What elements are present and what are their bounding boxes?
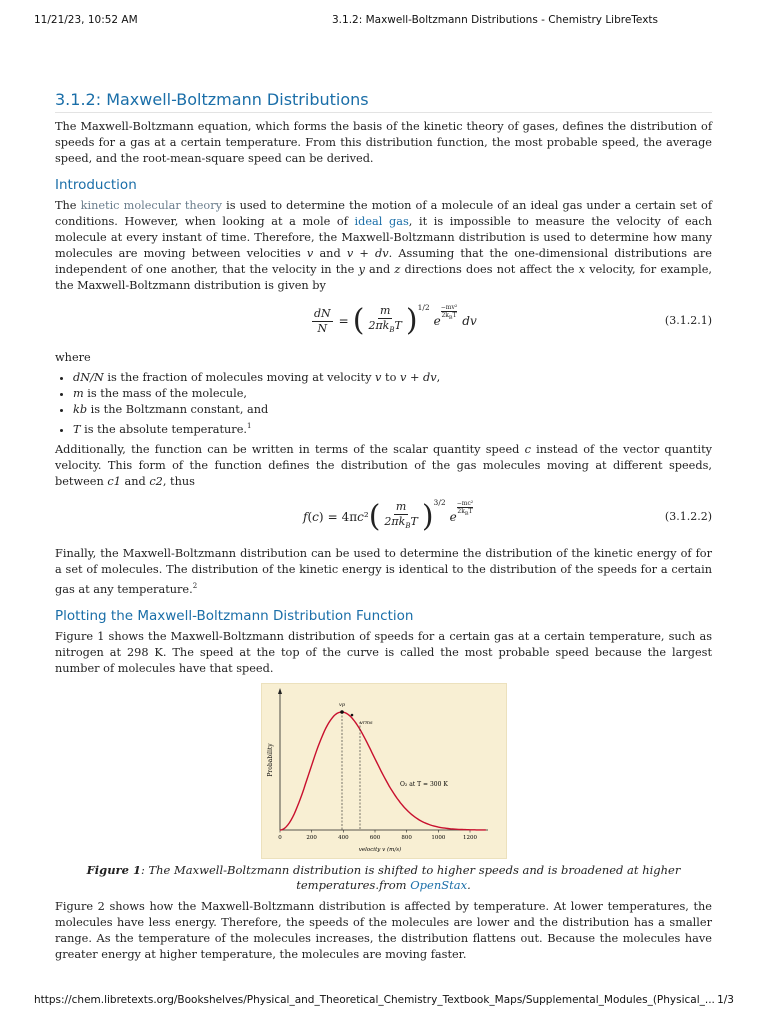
- page-number: 1/3: [717, 994, 734, 1006]
- equation-number: (3.1.2.2): [664, 509, 712, 523]
- vp-peak-marker: [340, 710, 344, 714]
- print-url: https://chem.libretexts.org/Bookshelves/Physical_and_Theoretical_Chemistry_Textbook_Maps/Supplemental_Modules_(Physical_...: [34, 994, 715, 1006]
- vrms-label: vrms: [359, 719, 373, 726]
- equation-number: (3.1.2.1): [664, 314, 712, 327]
- gas-annotation: O₂ at T = 300 K: [399, 780, 448, 788]
- intro-paragraph: The Maxwell-Boltzmann equation, which forms the basis of the kinetic theory of gases, defines the distribution of speeds for a gas at a certain temperature. From this distribution function, the most probable speed, the average speed, and the root-mean-square speed can be derived.: [55, 120, 712, 165]
- equation-body: f ( c ) = 4π c ² ( $\frac{m}{2\pi k_BT}$ ) 3/2 e −mc² $2k_BT$: [303, 498, 474, 534]
- kinetic-energy-paragraph: Finally, the Maxwell-Boltzmann distribution can be used to determine the distribution of the kinetic energy of for a set of molecules. The distribution of the kinetic energy is identical to the distribution of the speeds for a certain gas at any temperature.$^2$: [55, 546, 712, 596]
- figure-1: [261, 683, 507, 859]
- list-item: • m is the mass of the molecule,: [73, 386, 712, 402]
- heading-plotting: Plotting the Maxwell-Boltzmann Distribution Function: [55, 607, 414, 624]
- x-tick-label: 400: [337, 834, 349, 841]
- link-ideal-gas[interactable]: ideal gas: [354, 215, 409, 228]
- equation-body: $\frac{dN}{N}$ = ( $\frac{m}{2\pi k_BT}$ ) 1/2 e −mv² $2k_BT$ dv: [314, 302, 477, 338]
- plotting-paragraph: Figure 1 shows the Maxwell-Boltzmann distribution of speeds for a certain gas at a certain temperature, such as nitrogen at 298 K. The speed at the top of the curve is called the most probable speed because the largest number of molecules have that speed.: [55, 629, 712, 675]
- vp-label: vp: [338, 701, 345, 708]
- link-openstax[interactable]: OpenStax: [410, 877, 468, 892]
- x-tick-label: 1000: [430, 834, 445, 841]
- equation-3-1-2-2: [55, 494, 712, 540]
- speed-form-paragraph: Additionally, the function can be written in terms of the scalar quantity speed c instead of the vector quantity velocity. This form of the function defines the distribution of the gas molecules moving at different speeds, between c1 and c2, thus: [55, 442, 713, 488]
- x-tick-label: 200: [305, 834, 317, 841]
- vavg-marker: [350, 713, 353, 716]
- print-footer: [34, 994, 734, 1010]
- introduction-paragraph: The kinetic molecular theory is used to determine the motion of a molecule of an ideal gas under a certain set of conditions. However, when looking at a mole of ideal gas, it is impossible to measure the velocity of each molecule at every instant of time. Therefore, the Maxwell-Boltzmann distribution is used to determine how many molecules are moving between velocities v and v + dv. Assuming that the one-dimensional distributions are independent of one another, that the velocity in the y and z directions does not affect the x velocity, for example, the Maxwell-Boltzmann distribution is given by: [55, 199, 713, 292]
- x-tick-label: 0: [277, 834, 282, 841]
- definition-list: [55, 370, 712, 438]
- y-axis-label: Probability: [266, 742, 274, 777]
- distribution-curve: [280, 712, 486, 830]
- temperature-paragraph: Figure 2 shows how the Maxwell-Boltzmann distribution is affected by temperature. At lower temperatures, the molecules have less energy. Therefore, the speeds of the molecules are lower and the distribution has a smaller range. As the temperature of the molecules increases, the distribution flattens out. Because the molecules have greater energy at higher temperature, the molecules are moving faster.: [55, 899, 712, 961]
- list-item: • T is the absolute temperature.$^1$: [73, 418, 712, 438]
- list-item: • dN/N is the fraction of molecules moving at velocity v to v + dv,: [73, 370, 712, 386]
- link-kinetic-molecular-theory[interactable]: kinetic molecular theory: [80, 199, 222, 212]
- article-content: [55, 90, 712, 967]
- print-header: [34, 14, 734, 30]
- print-date: 11/21/23, 10:52 AM: [34, 14, 138, 26]
- x-ticks: [278, 830, 477, 841]
- x-tick-label: 1200: [462, 834, 477, 841]
- list-item: • kb is the Boltzmann constant, and: [73, 402, 712, 418]
- page-title: 3.1.2: Maxwell-Boltzmann Distributions: [55, 90, 712, 113]
- where-label: where: [55, 351, 91, 364]
- maxwell-boltzmann-plot: [262, 684, 506, 858]
- x-tick-label: 800: [400, 834, 412, 841]
- print-title: 3.1.2: Maxwell-Boltzmann Distributions - Chemistry LibreTexts: [332, 14, 659, 26]
- x-tick-label: 600: [369, 834, 380, 841]
- figure-caption: Figure 1: The Maxwell-Boltzmann distribution is shifted to higher speeds and is broadened at higher temperatures.from OpenStax.: [86, 862, 681, 892]
- heading-introduction: Introduction: [55, 177, 137, 193]
- x-axis-label: velocity v (m/s): [358, 846, 401, 853]
- y-axis-arrow: [278, 688, 282, 694]
- equation-3-1-2-1: [55, 298, 712, 344]
